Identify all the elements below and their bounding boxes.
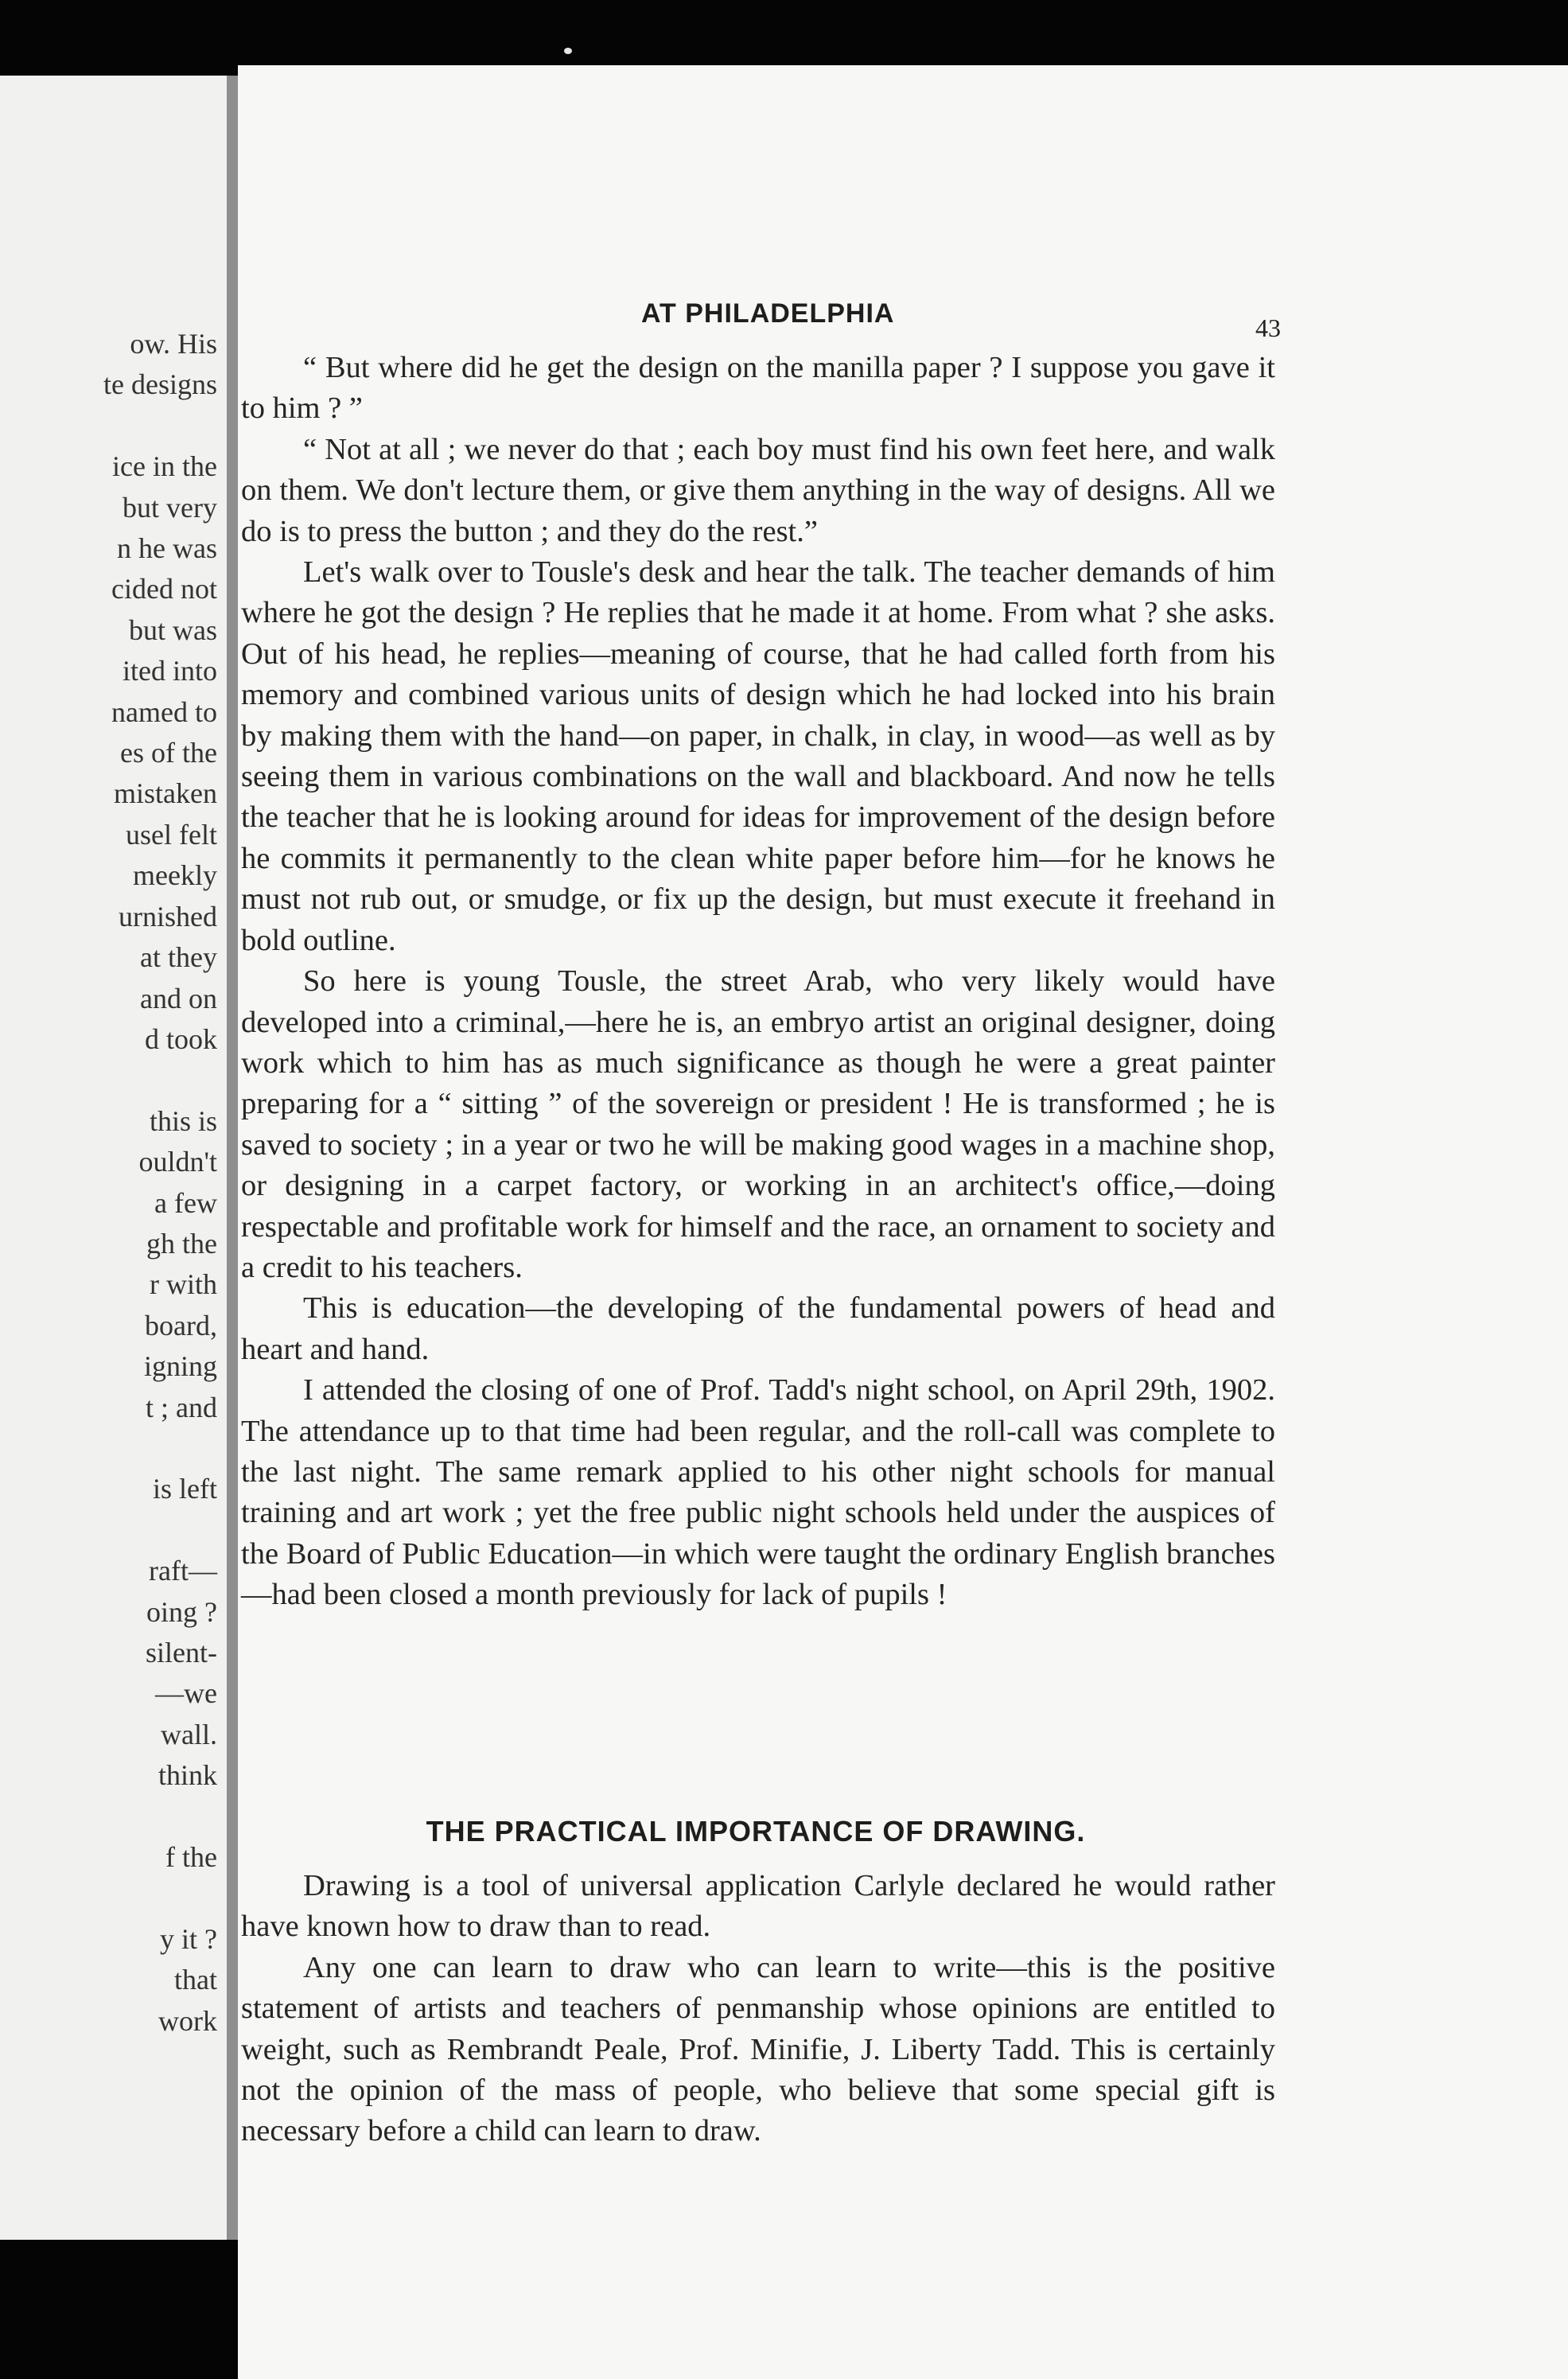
facing-page-line: ouldn't: [138, 1146, 217, 1178]
paragraph: This is education—the developing of the fundamental powers of head and heart and hand.: [241, 1291, 1275, 1366]
facing-page-line: at they: [140, 941, 217, 974]
facing-page-line: wall.: [161, 1718, 217, 1750]
facing-page-line: n he was: [117, 532, 217, 565]
facing-page-line: oing ?: [146, 1595, 217, 1628]
facing-page-line: ited into: [123, 655, 217, 687]
facing-page-line: mistaken: [114, 777, 217, 810]
facing-page-line: board,: [145, 1309, 217, 1341]
paragraph: “ Not at all ; we never do that ; each boy must find his own feet here, and walk on them. We don't lecture them, or give them anything in the way of designs. All we do is to press the button ; and they do the rest.”: [241, 432, 1275, 548]
facing-page-line: work: [158, 2004, 217, 2037]
facing-page-line: t ; and: [146, 1391, 217, 1423]
facing-page-line: es of the: [120, 737, 217, 769]
facing-page-line: [10, 1797, 217, 1837]
facing-page-line: raft—: [149, 1555, 217, 1587]
facing-page-line: that: [174, 1964, 217, 1996]
paragraph: Let's walk over to Tousle's desk and hear the talk. The teacher demands of him where he got the design ? He replies that he made it at home. From what ? she asks. Out of his head, he replies—meaning of course, that he had called forth from his memory and combined various units of design which he had locked into his brain by making them with the hand—on paper, in chalk, in clay, in wood—as well as by seeing them in various combinations on the wall and blackboard. And now he tells the teacher that he is looking around for ideas for improvement of the design before he commits it permanently to the clean white paper before him—for he knows he must not rub out, or smudge, or fix up the design, but must execute it freehand in bold outline.: [241, 555, 1275, 957]
facing-page-line: but was: [129, 613, 217, 646]
facing-page-line: usel felt: [126, 818, 217, 851]
facing-page-line: meekly: [133, 859, 217, 892]
paragraph: “ But where did he get the design on the manilla paper ? I suppose you gave it to him ? ”: [241, 351, 1275, 426]
page-number: 43: [1255, 313, 1281, 342]
facing-page-line: this is: [149, 1104, 217, 1137]
facing-page-line: urnished: [119, 900, 217, 933]
facing-page-line: [10, 1428, 217, 1469]
facing-page-line: and on: [140, 982, 217, 1014]
paragraph: Any one can learn to draw who can learn to write—this is the positive statement of artists and teachers of penmanship whose opinions are entitled to weight, such as Rembrandt Peale, Prof. Minifie, J. Liberty Tadd. This is certainly not the opinion of the mass of people, who believe that some special gift is necessary before a child can learn to draw.: [241, 1950, 1275, 2148]
facing-page-line: ow. His: [130, 328, 217, 360]
section-body-text: [241, 1866, 1275, 2152]
section-heading: THE PRACTICAL IMPORTANCE OF DRAWING.: [426, 1815, 1086, 1848]
facing-page-line: cided not: [111, 573, 217, 605]
facing-page-left: [0, 76, 227, 2240]
facing-page-line: f the: [165, 1841, 217, 1874]
facing-page-line: te designs: [103, 368, 217, 401]
facing-page-line: [10, 1510, 217, 1551]
facing-page-line: [10, 406, 217, 446]
facing-page-line: y it ?: [160, 1922, 217, 1955]
body-text: [241, 348, 1275, 1616]
facing-page-line: but very: [123, 491, 217, 524]
facing-page-line: gh the: [146, 1227, 217, 1260]
facing-page-line: think: [158, 1759, 217, 1792]
facing-page-line: r with: [150, 1268, 217, 1301]
facing-page-line: d took: [144, 1022, 217, 1055]
facing-page-line: named to: [111, 695, 217, 728]
paragraph: Drawing is a tool of universal application Carlyle declared he would rather have known how to draw than to read.: [241, 1869, 1275, 1944]
facing-page-text-fragments: [10, 324, 217, 2042]
facing-page-line: —we: [155, 1677, 217, 1710]
running-head: AT PHILADELPHIA: [641, 298, 895, 329]
paragraph: I attended the closing of one of Prof. Tadd's night school, on April 29th, 1902. The attendance up to that time had been regular, and the roll-call was complete to the last night. The same remark applied to his other night schools for manual training and art work ; yet the free public night schools held under the auspices of the Board of Public Education—in which were taught the ordinary English branches—had been closed a month previously for lack of pupils !: [241, 1373, 1275, 1612]
facing-page-line: ice in the: [112, 450, 217, 483]
facing-page-line: [10, 1060, 217, 1100]
facing-page-line: a few: [154, 1186, 217, 1219]
facing-page-line: is left: [153, 1473, 217, 1505]
facing-page-line: [10, 1878, 217, 1918]
book-gutter: [227, 76, 238, 2240]
paragraph: So here is young Tousle, the street Arab, who very likely would have developed into a criminal,—here he is, an embryo artist an original designer, doing work which to him has as much significance as though he were a great painter preparing for a “ sitting ” of the sovereign or president ! He is transformed ; he is saved to society ; in a year or two he will be making good wages in a machine shop, or designing in a carpet factory, or working in an architect's office,—doing respectable and profitable work for himself and the race, an ornament to society and a credit to his teachers.: [241, 964, 1275, 1284]
facing-page-line: silent-: [146, 1637, 217, 1668]
facing-page-line: igning: [143, 1350, 217, 1383]
